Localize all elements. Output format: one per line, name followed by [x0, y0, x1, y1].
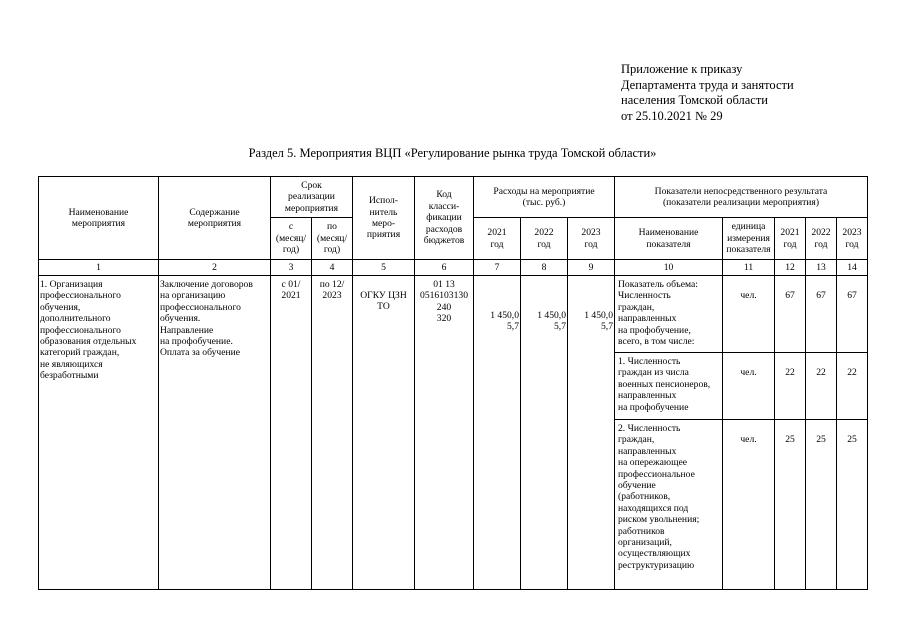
section-title: Раздел 5. Мероприятия ВЦП «Регулирование рынка труда Томской области»: [248, 146, 657, 160]
expense-2023-cell: 1 450,0 5,7: [568, 276, 615, 590]
expense-2021-cell: 1 450,0 5,7: [474, 276, 521, 590]
activity-name-cell: 1. Организация профессионального обучения, дополнительного профессионального образования отдельных категорий граждан, не являющихся безработными: [39, 276, 159, 590]
value-2023-cell: 25: [837, 420, 868, 590]
header-expenses: Расходы на мероприятие (тыс. руб.): [474, 177, 615, 218]
value-2022-cell: 22: [806, 353, 837, 420]
table-row: [39, 276, 868, 353]
value-2021-cell: 22: [775, 353, 806, 420]
activity-content-cell: Заключение договоров на организацию профессионального обучения. Направление на профобучение. Оплата за обучение: [159, 276, 271, 590]
column-number: 13: [806, 260, 837, 276]
period-to-cell: по 12/ 2023: [312, 276, 353, 590]
value-2021-cell: 67: [775, 276, 806, 353]
appendix-block: [621, 62, 794, 124]
header-results: Показатели непосредственного результата (показатели реализации мероприятия): [615, 177, 868, 218]
header-period: Срок реализации мероприятия: [271, 177, 353, 218]
column-number: 14: [837, 260, 868, 276]
indicator-name-cell: 2. Численность граждан, направленных на опережающее профессиональное обучение (работников, находящихся под риском увольнения; работников организаций, осуществляющих реструктуризацию: [615, 420, 723, 590]
header-period-from: с (месяц/ год): [271, 218, 312, 260]
column-number: 11: [723, 260, 775, 276]
appendix-line: Департамента труда и занятости: [621, 77, 794, 92]
column-number: 7: [474, 260, 521, 276]
value-2022-cell: 67: [806, 276, 837, 353]
executor-cell: ОГКУ ЦЗН ТО: [353, 276, 415, 590]
header-budget-code: Код класси- фикации расходов бюджетов: [415, 177, 474, 260]
column-number: 2: [159, 260, 271, 276]
unit-cell: чел.: [723, 420, 775, 590]
header-expense-2021: 2021 год: [474, 218, 521, 260]
column-number: 3: [271, 260, 312, 276]
header-unit: единица измерения показателя: [723, 218, 775, 260]
header-result-2023: 2023 год: [837, 218, 868, 260]
header-expense-2022: 2022 год: [521, 218, 568, 260]
column-number: 1: [39, 260, 159, 276]
unit-cell: чел.: [723, 353, 775, 420]
header-activity-name: Наименование мероприятия: [39, 177, 159, 260]
expense-2022-cell: 1 450,0 5,7: [521, 276, 568, 590]
header-indicator-name: Наименование показателя: [615, 218, 723, 260]
indicator-name-cell: 1. Численность граждан из числа военных пенсионеров, направленных на профобучение: [615, 353, 723, 420]
header-period-to: по (месяц/ год): [312, 218, 353, 260]
column-number: 5: [353, 260, 415, 276]
unit-cell: чел.: [723, 276, 775, 353]
value-2023-cell: 67: [837, 276, 868, 353]
column-number: 6: [415, 260, 474, 276]
budget-code-cell: 01 13 0516103130 240 320: [415, 276, 474, 590]
header-activity-content: Содержание мероприятия: [159, 177, 271, 260]
appendix-line: населения Томской области: [621, 93, 768, 107]
activities-table: [38, 176, 868, 590]
appendix-line: от 25.10.2021 № 29: [621, 108, 723, 123]
column-number: 9: [568, 260, 615, 276]
column-number: 8: [521, 260, 568, 276]
header-result-2021: 2021 год: [775, 218, 806, 260]
value-2023-cell: 22: [837, 353, 868, 420]
appendix-line: Приложение к приказу: [621, 62, 743, 76]
value-2021-cell: 25: [775, 420, 806, 590]
period-from-cell: с 01/ 2021: [271, 276, 312, 590]
column-number-row: [39, 260, 868, 276]
column-number: 12: [775, 260, 806, 276]
column-number: 10: [615, 260, 723, 276]
header-executor: Испол- нитель меро- приятия: [353, 177, 415, 260]
header-expense-2023: 2023 год: [568, 218, 615, 260]
value-2022-cell: 25: [806, 420, 837, 590]
column-number: 4: [312, 260, 353, 276]
indicator-name-cell: Показатель объема: Численность граждан, направленных на профобучение, всего, в том числе:: [615, 276, 723, 353]
header-result-2022: 2022 год: [806, 218, 837, 260]
